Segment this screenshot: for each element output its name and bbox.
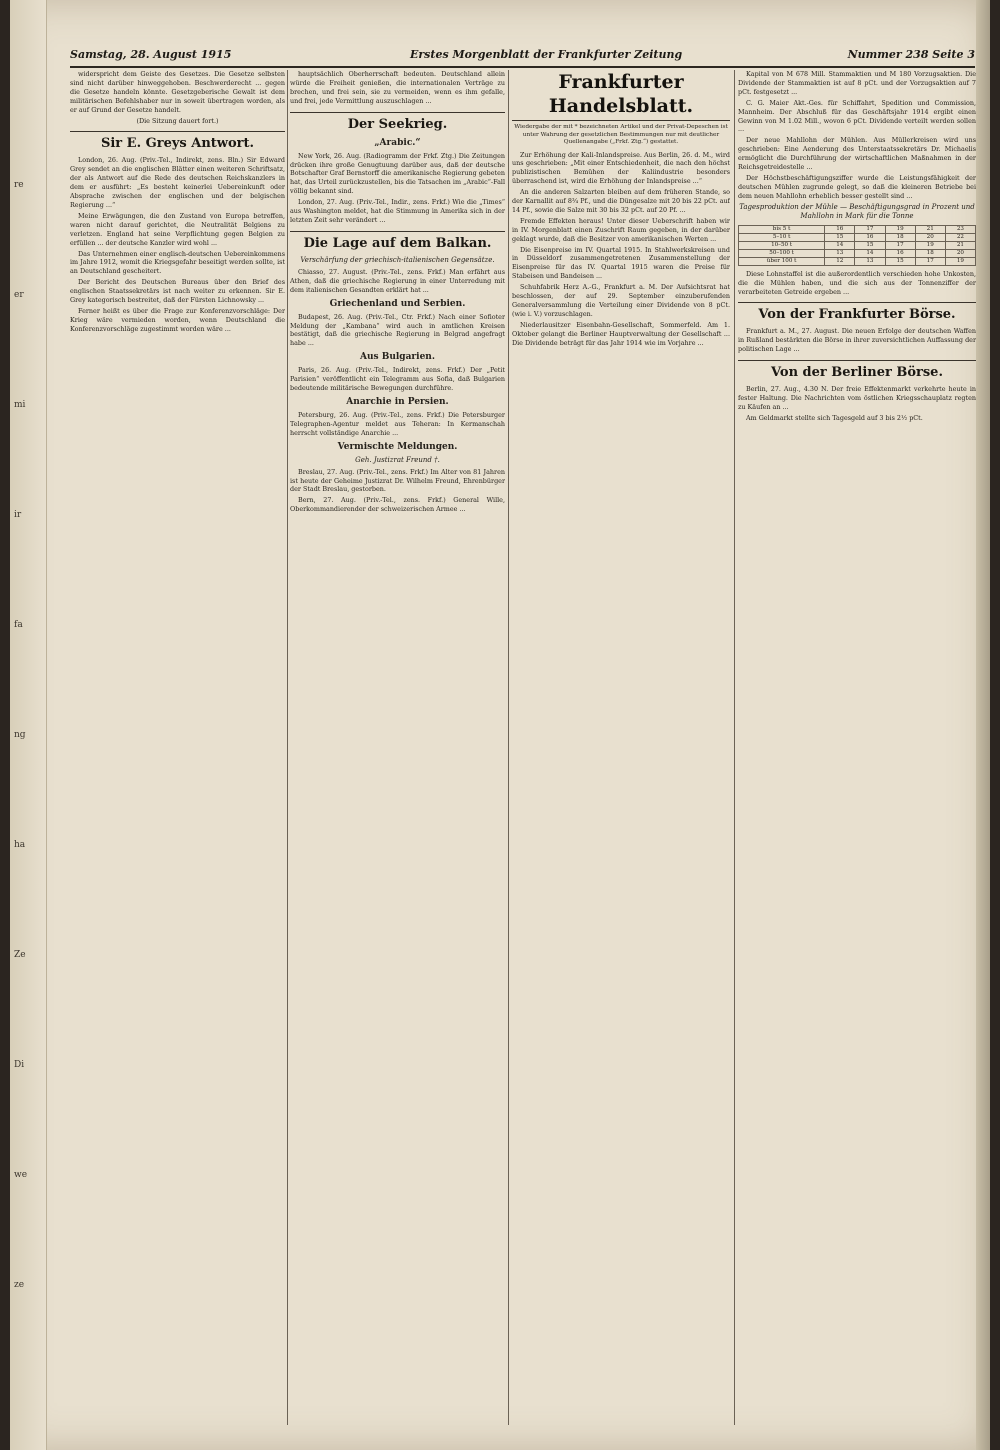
subheadline-arabic: „Arabic.“ [374, 137, 421, 148]
table-cell: 21 [945, 241, 975, 249]
headline-balkan: Die Lage auf dem Balkan. [290, 231, 505, 252]
article-paragraph: Niederlausitzer Eisenbahn-Gesellschaft, Sommerfeld. Am 1. Oktober gelangt die Berliner Hauptverwaltung der Gesellschaft ... Die Dividende beträgt für das Jahr 1914 wie im Vorjahre ... [512, 320, 730, 347]
gutter-fragment: er [14, 290, 24, 300]
table-cell: 19 [945, 257, 975, 265]
article-paragraph: Der Höchstbeschäftigungsziffer wurde die Leistungsfähigkeit der deutschen Mühlen zugrunde gelegt, so daß die kleineren Betriebe bei dem neuen Mahllohn erheblich besser gestellt sind ... [738, 173, 976, 200]
newspaper-page [10, 0, 990, 1450]
table-cell: 22 [945, 233, 975, 241]
article-paragraph: C. G. Maier Akt.-Ges. für Schiffahrt, Spedition und Commission, Mannheim. Der Abschluß für das Geschäftsjahr 1914 ergibt einen Gewinn von M 1.02 Mill., wovon 6 pCt. Dividende verteilt werden sollen ... [738, 98, 976, 134]
table-cell: 18 [915, 249, 945, 257]
subheadline-bulgarien: Aus Bulgarien. [360, 352, 435, 363]
article-paragraph: Budapest, 26. Aug. (Priv.-Tel., Ctr. Frkf.) Nach einer Sofioter Meldung der „Kambana“ wird auch in amtlichen Kreisen bestätigt, daß die griechische Regierung in Belgrad angefragt habe ... [290, 312, 505, 348]
table-cell: 16 [885, 249, 915, 257]
table-cell: 20 [915, 233, 945, 241]
headline-seekrieg: Der Seekrieg. [290, 112, 505, 133]
table-cell: 17 [885, 241, 915, 249]
table-cell: 16 [855, 233, 885, 241]
table-cell: 21 [915, 225, 945, 233]
article-paragraph: Zur Erhöhung der Kali-Inlandspreise. Aus Berlin, 26. d. M., wird uns geschrieben: „Mit einer Entschiedenheit, die nach den höchst publizistischen Bemühen der Kaliindustrie besonders überraschend ist, wird die Erhöhung der Inlandspreise ...“ [512, 150, 730, 186]
table-cell: über 100 t [739, 257, 825, 265]
table-row [739, 233, 976, 241]
gutter-fragment: re [14, 180, 24, 190]
table-cell: 14 [855, 249, 885, 257]
table-row [739, 257, 976, 265]
header-date: Samstag, 28. August 1915 [70, 48, 232, 61]
table-cell: 10–50 t [739, 241, 825, 249]
article-paragraph: Fremde Effekten heraus! Unter dieser Ueberschrift haben wir in IV. Morgenblatt einen Zuschrift Raum gegeben, in der darüber geklagt wurde, daß die Besitzer von amerikanischen Werten ... [512, 216, 730, 243]
article-paragraph: Petersburg, 26. Aug. (Priv.-Tel., zens. Frkf.) Die Petersburger Telegraphen-Agentur meldet aus Teheran: In Kermanschah herrscht vollständige Anarchie ... [290, 410, 505, 437]
article-paragraph: Der Bericht des Deutschen Bureaus über den Brief des englischen Staatssekretärs ist nach weiter zu erkennen. Sir E. Grey kategorisch bestreitet, daß der Fürsten Lichnowsky ... [70, 278, 285, 305]
article-paragraph: An die anderen Salzarten bleiben auf dem früheren Stande, so der Karnallit auf 8¾ Pf., und die Düngesalze mit 20 bis 22 pCt. auf 14 Pf., sowie die Salze mit 30 bis 32 pCt. auf 20 Pf. ... [512, 188, 730, 214]
table-cell: 18 [885, 233, 915, 241]
column-rule [508, 70, 509, 1425]
gutter-fragment: fa [14, 620, 23, 630]
article-paragraph: Breslau, 27. Aug. (Priv.-Tel., zens. Frkf.) Im Alter von 81 Jahren ist heute der Geheime Justizrat Dr. Wilhelm Freund, Ehrenbürger der Stadt Breslau, gestorben. [290, 467, 505, 494]
reprint-notice: Wiedergabe der mit * bezeichneten Artikel und der Privat-Depeschen ist unter Wahrung der gesetzlichen Bestimmungen nur mit deutlicher Quellenangabe („Frkf. Ztg.“) gestattet. [514, 124, 728, 145]
subheadline-balkan: Verschärfung der griechisch-italienischen Gegensätze. [300, 255, 495, 264]
table-cell: 15 [855, 241, 885, 249]
article-paragraph: Kapital von M 678 Mill. Stammaktien und M 180 Vorzugsaktien. Die Dividende der Stammaktien ist auf 8 pCt. und der Vorzugsaktien auf 7 pCt. festgesetzt ... [738, 70, 976, 96]
column-rule [287, 70, 288, 1425]
article-paragraph: widerspricht dem Geiste des Gesetzes. Die Gesetze selbsten sind nicht darüber hinweggehoben. Beschwerderecht ... gegen die Gesetze handeln könnte. Gesetzgeberische Gewalt ist dem militärischen Befehlshaber nur in soweit übertragen worden, als er auf Grund der Gesetze handelt. [70, 70, 285, 114]
subheadline-freund: Geh. Justizrat Freund †. [355, 455, 440, 464]
article-paragraph: Der neue Mahllohn der Mühlen. Aus Müllerkreisen wird uns geschrieben: Eine Aenderung des Unterstaatssekretärs Dr. Michaelis ermöglicht die Durchführung der wirtschaftlichen Maßnahmen in der Reichsgetreidestelle ... [738, 136, 976, 172]
subheadline-persien: Anarchie in Persien. [346, 396, 449, 407]
gutter-fragment: Ze [14, 950, 26, 960]
header-page-number: Nummer 238 Seite 3 [847, 48, 975, 61]
table-cell: 13 [825, 249, 855, 257]
table-cell: 50–100 t [739, 249, 825, 257]
article-paragraph: Das Unternehmen einer englisch-deutschen Uebereinkommens im Jahre 1912, womit die Kriegsgefahr beseitigt werden sollte, ist an Deutschland gescheitert. [70, 249, 285, 276]
table-cell: 20 [945, 249, 975, 257]
gutter-fragment: ze [14, 1280, 25, 1290]
gutter-fragment: we [14, 1170, 28, 1180]
table-row [739, 249, 976, 257]
gutter-fragment: ha [14, 840, 26, 850]
column-3 [512, 70, 730, 1425]
subheadline-vermischte: Vermischte Meldungen. [337, 441, 458, 452]
gutter-fragment: Di [14, 1060, 25, 1070]
table-cell: 13 [855, 257, 885, 265]
table-row [739, 225, 976, 233]
table-cell: 17 [855, 225, 885, 233]
subheadline-griechenland: Griechenland und Serbien. [329, 298, 466, 309]
table-cell: 23 [945, 225, 975, 233]
page-edge [976, 0, 990, 1450]
gutter-fragment: ir [14, 510, 22, 520]
handelsblatt-masthead: Frankfurter Handelsblatt. [512, 70, 730, 121]
column-1 [70, 70, 285, 1425]
headline-greys-antwort: Sir E. Greys Antwort. [70, 131, 285, 152]
table-cell: 17 [915, 257, 945, 265]
article-paragraph: Am Geldmarkt stellte sich Tagesgeld auf 3 bis 2½ pCt. [746, 413, 923, 422]
table-cell: bis 5 t [739, 225, 825, 233]
headline-berliner-boerse: Von der Berliner Börse. [738, 360, 976, 381]
headline-frankfurter-boerse: Von der Frankfurter Börse. [738, 302, 976, 323]
table-cell: 19 [885, 225, 915, 233]
article-note: (Die Sitzung dauert fort.) [136, 116, 219, 125]
article-paragraph: Chiasso, 27. August. (Priv.-Tel., zens. Frkf.) Man erfährt aus Athen, daß die griechische Regierung in einer Unterredung mit dem italienischen Gesandten erklärt hat ... [290, 267, 505, 294]
table-cell: 14 [825, 241, 855, 249]
article-paragraph: hauptsächlich Oberherrschaft bedeuten. Deutschland allein würde die Freiheit genießen, die internationalen Verträge zu brechen, und frei sein, sie zu vermeiden, wenn es ihm gefalle, und frei, jede Vermittlung auszuschlagen ... [290, 70, 505, 105]
table-caption: Tagesproduktion der Mühle — Beschäftigungsgrad in Prozent und Mahllohn in Mark für die Tonne [739, 202, 975, 220]
previous-page-edge [10, 0, 47, 1450]
mahllohn-table [738, 225, 976, 266]
article-paragraph: Schuhfabrik Herz A.-G., Frankfurt a. M. Der Aufsichtsrat hat beschlossen, der auf 29. September einzuberufenden Generalversammlung die Verteilung einer Dividende von 8 pCt. (wie i. V.) vorzuschlagen. [512, 283, 730, 318]
table-cell: 15 [825, 233, 855, 241]
article-paragraph: Berlin, 27. Aug., 4.30 N. Der freie Effektenmarkt verkehrte heute in fester Haltung. Die Nachrichten vom östlichen Kriegsschauplatz regten zu Käufen an ... [738, 385, 976, 411]
article-paragraph: Paris, 26. Aug. (Priv.-Tel., Indirekt, zens. Frkf.) Der „Petit Parisien“ veröffentlicht ein Telegramm aus Sofia, daß Bulgarien bedeutende militärische Bewegungen durchführe. [290, 366, 505, 393]
table-row [739, 241, 976, 249]
table-cell: 12 [825, 257, 855, 265]
table-cell: 16 [825, 225, 855, 233]
column-4 [738, 70, 976, 1425]
table-cell: 5–10 t [739, 233, 825, 241]
article-paragraph: Diese Lohnstaffel ist die außerordentlich verschieden hohe Unkosten, die die Mühlen haben, und die sich aus der Tonnenziffer der verarbeiteten Getreide ergeben ... [738, 269, 976, 296]
article-paragraph: Frankfurt a. M., 27. August. Die neuen Erfolge der deutschen Waffen in Rußland bestärkten die Börse in ihrer zuversichtlichen Auffassung der politischen Lage ... [738, 327, 976, 354]
article-paragraph: Die Eisenpreise im IV. Quartal 1915. In Stahlwerkskreisen und in Düsseldorf zusammengetretenen Zusammenstellung der Eisenpreise für das IV. Quartal 1915 waren die Preise für Stabeisen und Bandeisen ... [512, 245, 730, 281]
page-header [70, 46, 975, 68]
table-cell: 19 [915, 241, 945, 249]
article-paragraph: Meine Erwägungen, die den Zustand von Europa betreffen, waren nicht darauf gerichtet, die Neutralität Belgiens zu verletzen. England hat seine Verpflichtung gegen Belgien zu erfüllen ... der deutsche Kanzler wird wohl ... [70, 211, 285, 247]
article-paragraph: New York, 26. Aug. (Radiogramm der Frkf. Ztg.) Die Zeitungen drücken ihre große Genugtuung darüber aus, daß der deutsche Botschafter Graf Bernstorff die amerikanische Regierung gebeten hat, das Urteil zurückzustellen, bis die Tatsachen im „Arabic“-Fall völlig bekannt sind. [290, 151, 505, 196]
gutter-fragment: mi [14, 400, 26, 410]
column-rule [734, 70, 735, 1425]
article-paragraph: London, 27. Aug. (Priv.-Tel., Indir., zens. Frkf.) Wie die „Times“ aus Washington meldet, hat die Stimmung in Amerika sich in der letzten Zeit sehr verändert ... [290, 198, 505, 224]
article-paragraph: Ferner heißt es über die Frage zur Konferenzvorschläge: Der Krieg wäre vermieden worden, wenn Deutschland die Konferenzvorschläge zugestimmt worden wäre ... [70, 306, 285, 333]
article-paragraph: London, 26. Aug. (Priv.-Tel., Indirekt, zens. Bln.) Sir Edward Grey sendet an die englischen Blätter einen weiteren Schriftsatz, der als Antwort auf die Rede des deutschen Reichskanzlers in dem er ausführt: „Es besteht keinerlei Uebereinkunft oder Absprache zwischen der englischen und der belgischen Regierung ...“ [70, 156, 285, 209]
header-paper-title: Erstes Morgenblatt der Frankfurter Zeitung [410, 48, 683, 61]
table-cell: 15 [885, 257, 915, 265]
gutter-fragment: ng [14, 730, 26, 740]
column-2 [290, 70, 505, 1425]
article-paragraph: Bern, 27. Aug. (Priv.-Tel., zens. Frkf.) General Wille, Oberkommandierender der schweizerischen Armee ... [290, 496, 505, 514]
